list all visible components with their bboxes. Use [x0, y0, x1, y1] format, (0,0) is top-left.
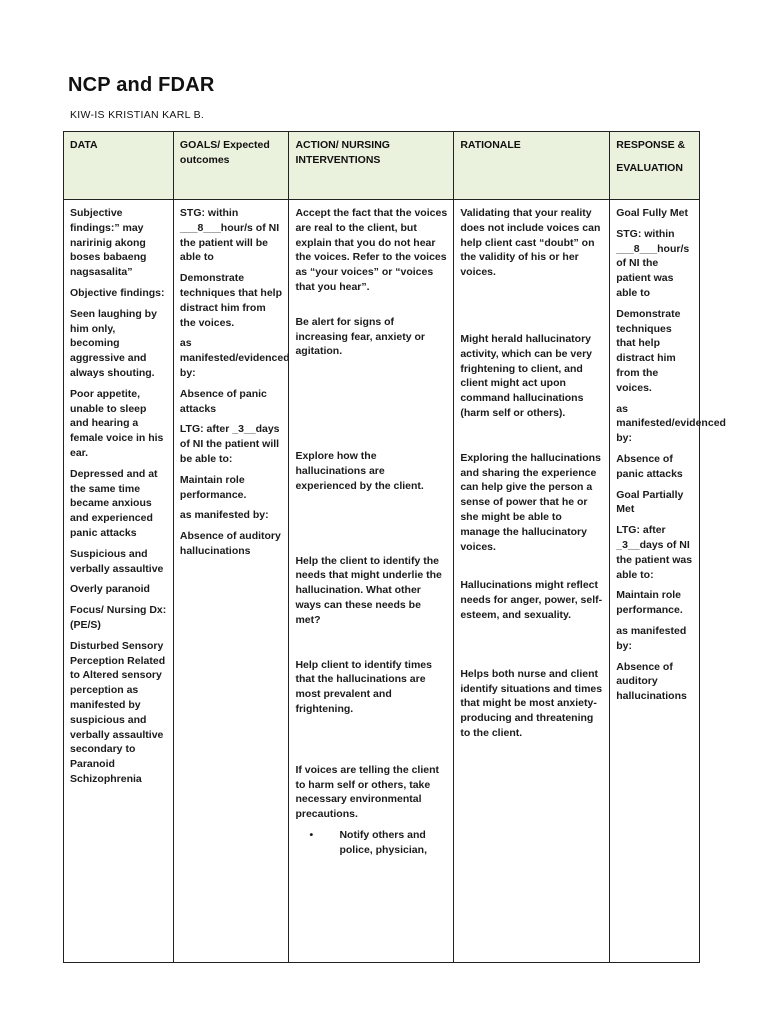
response-item: Absence of panic attacks [616, 452, 683, 480]
data-item: Disturbed Sensory Perception Related to Altered sensory perception as manifested by suspicious and verbally assaultive secondary to Paranoid Schizophrenia [70, 639, 166, 785]
action-item: Help the client to identify the needs that might underlie the hallucination. What other ways can these needs be met? [295, 554, 442, 626]
data-item: Focus/ Nursing Dx: (PE/S) [70, 604, 167, 631]
response-item: Goal Fully Met [616, 207, 688, 219]
action-cell [289, 200, 454, 963]
response-item: Demonstrate techniques that help distract him from the voices. [616, 307, 681, 394]
rationale-cell [454, 200, 610, 963]
action-item: Explore how the hallucinations are experienced by the client. [295, 450, 424, 492]
header-response [610, 132, 700, 200]
rationale-item: Exploring the hallucinations and sharing the experience can help give the person a sense of power that he or she might be able to manage the hallucinatory voices. [460, 451, 601, 553]
rationale-item: Hallucinations might reflect needs for anger, power, self-esteem, and sexuality. [460, 579, 603, 621]
data-item: Seen laughing by him only, becoming aggressive and always shouting. [70, 307, 157, 379]
goal-item: Demonstrate techniques that help distract him from the voices. [179, 272, 283, 329]
rationale-item: Helps both nurse and client identify situations and times that might be most anxiety-producing and threatening to the client. [460, 667, 603, 739]
header-response-line1: RESPONSE & [616, 139, 686, 151]
data-item: Subjective findings:” may naririnig akong boses babaeng nagsasalita” [70, 207, 147, 279]
response-item: Goal Partially Met [616, 488, 684, 516]
response-item: Absence of auditory hallucinations [616, 660, 687, 703]
header-response-line2: EVALUATION [616, 161, 683, 174]
response-item: as manifested/evidenced by: [616, 402, 726, 445]
data-item: Poor appetite, unable to sleep and hearing a female voice in his ear. [70, 387, 164, 459]
data-cell [64, 200, 174, 963]
author-name: KIW-IS KRISTIAN KARL B. [70, 109, 205, 121]
goals-cell [173, 200, 289, 963]
response-item: as manifested by: [616, 624, 687, 652]
response-item: Maintain role performance. [616, 589, 683, 617]
data-item: Overly paranoid [70, 583, 150, 596]
goal-item: Absence of panic attacks [179, 387, 267, 415]
bullet-icon: • [309, 828, 314, 841]
header-data: DATA [64, 132, 174, 200]
response-item: LTG: after _3__days of NI the patient was able to: [616, 524, 693, 581]
action-item: Accept the fact that the voices are real to the client, but explain that you do not hear the voices. Refer to the voices as “your voices” or “voices that you hear”. [295, 207, 448, 293]
data-item: Depressed and at the same time became anxious and experienced panic attacks [70, 467, 158, 539]
action-item: Be alert for signs of increasing fear, anxiety or agitation. [295, 315, 426, 358]
data-item: Suspicious and verbally assaultive [70, 547, 164, 575]
document-title: NCP and FDAR [68, 74, 215, 96]
action-bullet-text: Notify others and police, physician, [339, 828, 427, 856]
data-item: Objective findings: [70, 286, 165, 299]
goal-item: LTG: after _3__days of NI the patient will be able to: [179, 423, 280, 465]
goal-item: Maintain role performance. [179, 473, 247, 501]
action-bullet-item [309, 828, 447, 858]
response-cell [610, 200, 726, 963]
table-row [64, 200, 700, 963]
goal-item: as manifested/evidenced by: [179, 337, 290, 379]
table-header-row [64, 132, 700, 200]
ncp-table [63, 131, 726, 963]
goal-item: Absence of auditory hallucinations [179, 530, 281, 557]
goal-item: as manifested by: [179, 509, 269, 522]
action-item: If voices are telling the client to harm self or others, take necessary environmental precautions. [295, 763, 439, 821]
action-item: Help client to identify times that the hallucinations are most prevalent and frightening. [295, 658, 432, 715]
goal-item: STG: within ___8___hour/s of NI the patient will be able to [179, 207, 280, 264]
rationale-item: Might herald hallucinatory activity, which can be very frightening to client, and client might act upon command hallucinations (harm self or others). [460, 332, 593, 419]
header-goals: GOALS/ Expected outcomes [173, 132, 289, 200]
header-action: ACTION/ NURSING INTERVENTIONS [289, 132, 454, 200]
rationale-item: Validating that your reality does not include voices can help client cast “doubt” on the validity of his or her voices. [460, 207, 601, 279]
header-rationale: RATIONALE [454, 132, 610, 200]
response-item: STG: within ___8___hour/s of NI the patient was able to [616, 227, 690, 299]
